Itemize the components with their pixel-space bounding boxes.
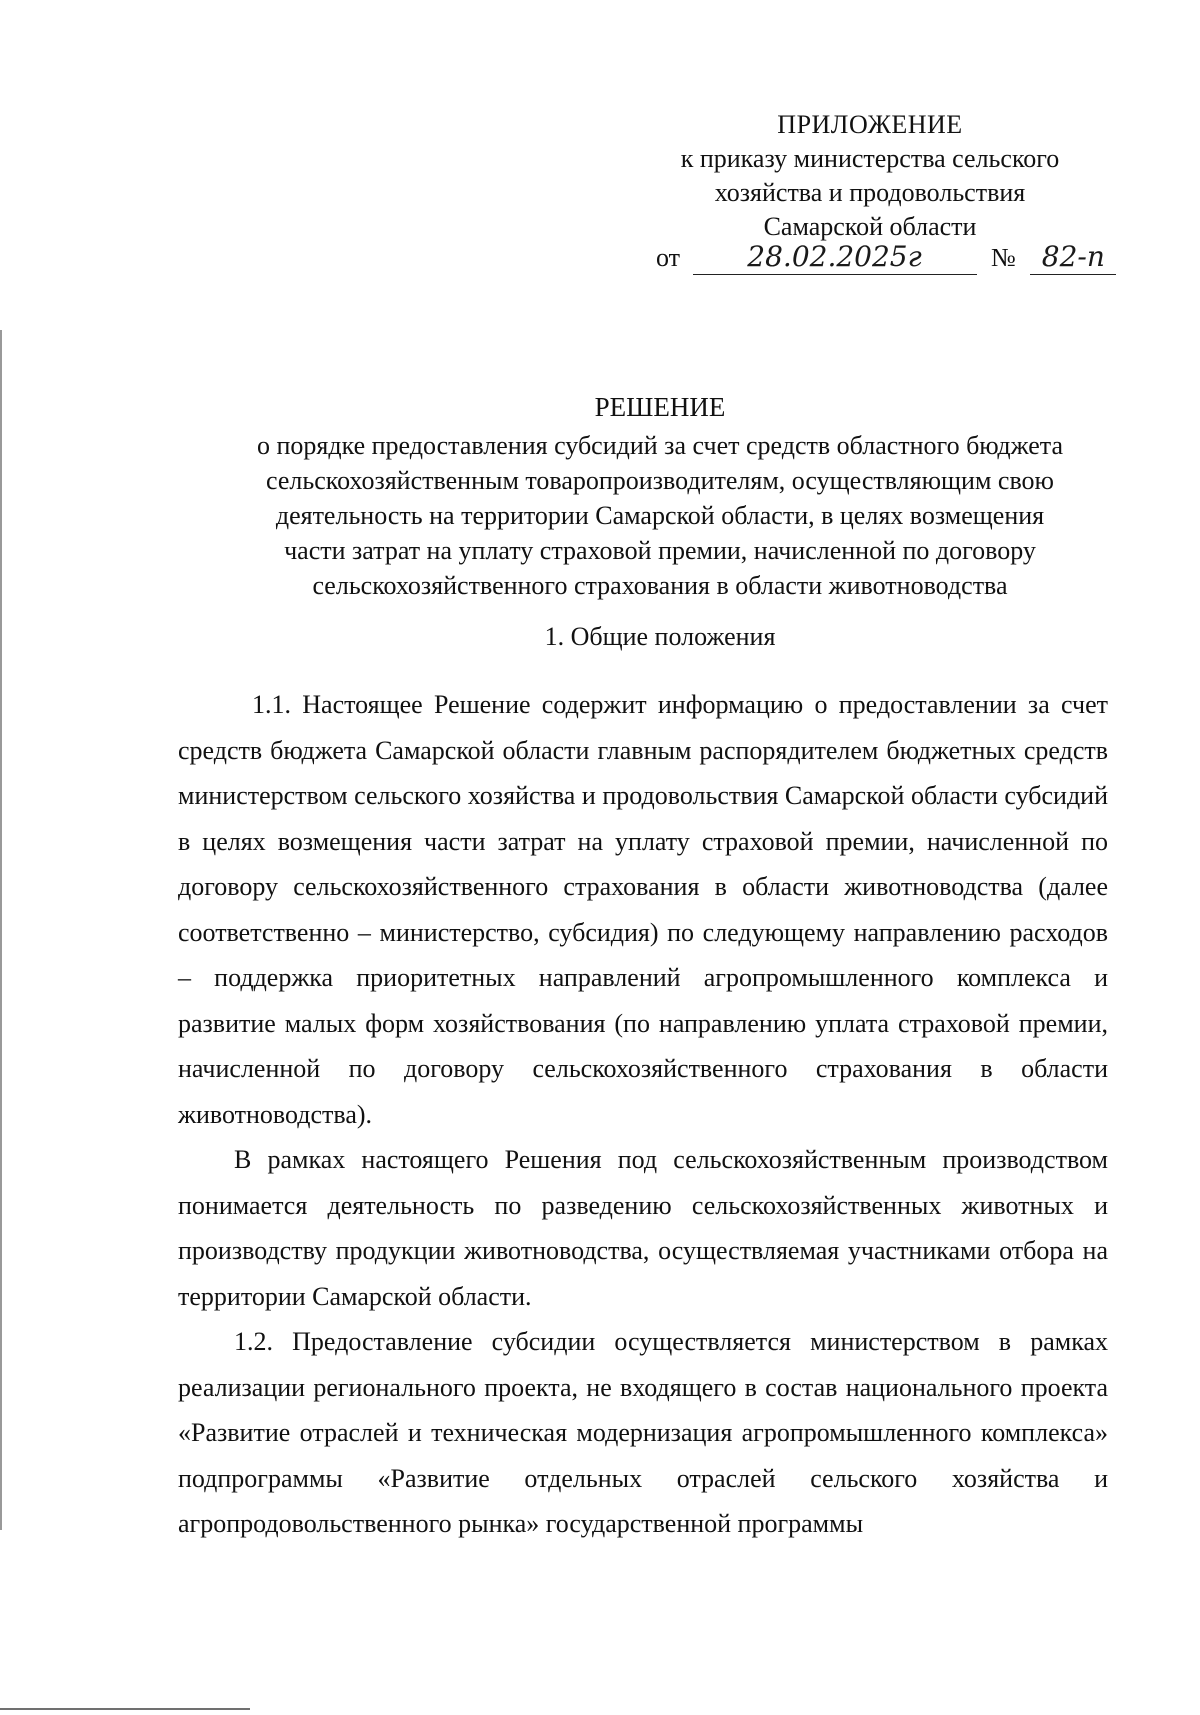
handwritten-date: 28.02.2025г [693,240,977,275]
appendix-title: ПРИЛОЖЕНИЕ [777,110,963,139]
scan-edge-mark [0,330,2,1530]
subtitle-line: части затрат на уплату страховой премии, начисленной по договору [284,536,1036,565]
scan-bottom-mark [0,1708,250,1710]
handwritten-number: 82-п [1030,240,1116,275]
paragraph: 1.1. Настоящее Решение содержит информацию о предоставлении за счет средств бюджета Самарской области главным распорядителем бюджетных средств министерством сельского хозяйства и продовольствия Самарской области субсидий в целях возмещения части затрат на уплату страховой премии, начисленной по договору сельскохозяйственного страхования в области животноводства (далее соответственно – министерство, субсидия) по следующему направлению расходов – поддержка приоритетных направлений агропромышленного комплекса и развитие малых форм хозяйствования (по направлению уплата страховой премии, начисленной по договору сельскохозяйственного страхования в области животноводства). [178,690,1108,1129]
subtitle-line: деятельность на территории Самарской области, в целях возмещения [275,501,1045,530]
number-label: № [991,243,1016,272]
order-date-row [656,240,1116,275]
decision-title: РЕШЕНИЕ [594,392,726,422]
document-body [178,682,1108,1547]
subtitle-line: сельскохозяйственного страхования в области животноводства [312,571,1008,600]
appendix-line-2: хозяйства и продовольствия [714,178,1026,207]
appendix-header [640,108,1100,244]
decision-subtitle [160,428,1160,603]
appendix-line-1: к приказу министерства сельского [680,144,1060,173]
paragraph: 1.2. Предоставление субсидии осуществляется министерством в рамках реализации регионального проекта, не входящего в состав национального проекта «Развитие отраслей и техническая модернизация агропромышленного комплекса» подпрограммы «Развитие отдельных отраслей сельского хозяйства и агропродовольственного рынка» государственной программы [178,1327,1108,1538]
subtitle-line: сельскохозяйственным товаропроизводителям, осуществляющим свою [266,466,1054,495]
from-label: от [656,243,681,272]
section-title: 1. Общие положения [544,622,776,651]
appendix-line-3: Самарской области [763,212,977,241]
paragraph: В рамках настоящего Решения под сельскохозяйственным производством понимается деятельность по разведению сельскохозяйственных животных и производству продукции животноводства, осуществляемая участниками отбора на территории Самарской области. [178,1145,1108,1311]
subtitle-line: о порядке предоставления субсидий за счет средств областного бюджета [256,431,1064,460]
